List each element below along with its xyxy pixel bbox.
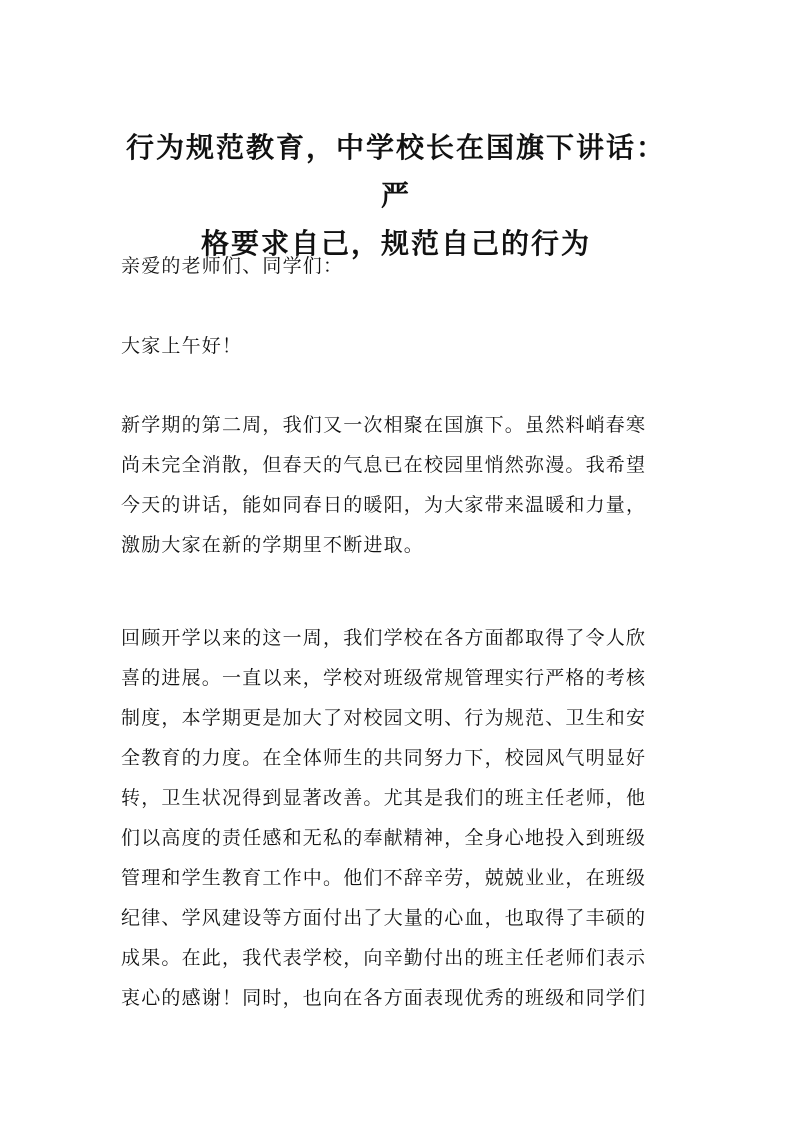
hello-paragraph	[121, 326, 677, 366]
review-line: 喜的进展。一直以来，学校对班级常规管理实行严格的考核	[121, 667, 647, 689]
intro-line: 激励大家在新的学期里不断进取。	[121, 534, 425, 556]
intro-line: 今天的讲话，能如同春日的暖阳，为大家带来温暖和力量，	[121, 494, 647, 516]
intro-line: 尚未完全消散，但春天的气息已在校园里悄然弥漫。我希望	[121, 454, 647, 476]
review-line: 转，卫生状况得到显著改善。尤其是我们的班主任老师，他	[121, 787, 647, 809]
hello-text: 大家上午好！	[121, 335, 243, 357]
title-line: 格要求自己，规范自己的行为	[200, 227, 591, 260]
review-line: 制度，本学期更是加大了对校园文明、行为规范、卫生和安	[121, 707, 647, 729]
review-line: 全教育的力度。在全体师生的共同努力下，校园风气明显好	[121, 747, 647, 769]
review-paragraph	[121, 618, 677, 1018]
review-line: 成果。在此，我代表学校，向辛勤付出的班主任老师们表示	[121, 947, 647, 969]
review-line: 们以高度的责任感和无私的奉献精神，全身心地投入到班级	[121, 827, 647, 849]
intro-paragraph	[121, 405, 677, 565]
title-line: 行为规范教育，中学校长在国旗下讲话：严	[125, 131, 666, 212]
review-line: 衷心的感谢！同时，也向在各方面表现优秀的班级和同学们	[121, 987, 647, 1009]
greeting-paragraph	[121, 246, 677, 286]
intro-line: 新学期的第二周，我们又一次相聚在国旗下。虽然料峭春寒	[121, 414, 647, 436]
review-line: 纪律、学风建设等方面付出了大量的心血，也取得了丰硕的	[121, 907, 647, 929]
review-line: 管理和学生教育工作中。他们不辞辛劳，兢兢业业，在班级	[121, 867, 647, 889]
review-line: 回顾开学以来的这一周，我们学校在各方面都取得了令人欣	[121, 627, 647, 649]
greeting-text: 亲爱的老师们、同学们：	[121, 255, 344, 277]
